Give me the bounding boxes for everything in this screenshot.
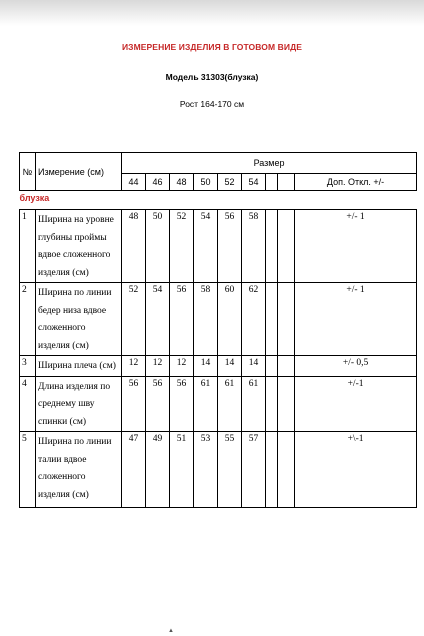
size-48: 48 <box>170 174 194 191</box>
row-tolerance: +/- 1 <box>295 210 417 283</box>
row-value: 56 <box>218 210 242 283</box>
row-tolerance: +/- 0,5 <box>295 356 417 377</box>
size-46: 46 <box>146 174 170 191</box>
row-label: Ширина плеча (см) <box>36 356 122 377</box>
row-number: 5 <box>20 432 36 508</box>
row-value: 57 <box>242 432 266 508</box>
row-value: 56 <box>170 376 194 432</box>
row-empty <box>266 210 278 283</box>
size-50: 50 <box>194 174 218 191</box>
table-row <box>20 356 417 377</box>
header-tolerance: Доп. Откл. +/- <box>295 174 417 191</box>
row-value: 60 <box>218 283 242 356</box>
row-number: 2 <box>20 283 36 356</box>
row-label: Ширина по линии талии вдвое сложенного изделия (см) <box>36 432 122 508</box>
row-value: 61 <box>194 376 218 432</box>
table-row <box>20 210 417 283</box>
row-tolerance: +/- 1 <box>295 283 417 356</box>
row-value: 52 <box>170 210 194 283</box>
row-tolerance: +/-1 <box>295 376 417 432</box>
row-value: 51 <box>170 432 194 508</box>
row-value: 62 <box>242 283 266 356</box>
row-value: 53 <box>194 432 218 508</box>
row-value: 54 <box>194 210 218 283</box>
row-value: 61 <box>242 376 266 432</box>
size-52: 52 <box>218 174 242 191</box>
row-empty <box>266 356 278 377</box>
size-54: 54 <box>242 174 266 191</box>
row-value: 49 <box>146 432 170 508</box>
row-value: 14 <box>218 356 242 377</box>
row-label: Ширина по линии бедер низа вдвое сложенного изделия (см) <box>36 283 122 356</box>
row-empty <box>278 432 295 508</box>
row-number: 3 <box>20 356 36 377</box>
header-measurement: Измерение (см) <box>36 153 122 191</box>
row-value: 12 <box>146 356 170 377</box>
category-label: блузка <box>19 193 50 203</box>
row-value: 54 <box>146 283 170 356</box>
row-label: Длина изделия по среднему шву спинки (см) <box>36 376 122 432</box>
row-empty <box>278 376 295 432</box>
row-value: 50 <box>146 210 170 283</box>
height-range: Рост 164-170 см <box>179 99 245 109</box>
header-size: Размер <box>122 153 417 174</box>
size-empty-2 <box>278 174 295 191</box>
row-empty <box>266 376 278 432</box>
row-value: 14 <box>194 356 218 377</box>
row-empty <box>278 356 295 377</box>
row-value: 12 <box>122 356 146 377</box>
table-row <box>20 283 417 356</box>
row-value: 58 <box>194 283 218 356</box>
page-bottom-mark: ▲ <box>168 628 174 634</box>
row-value: 14 <box>242 356 266 377</box>
row-value: 47 <box>122 432 146 508</box>
row-value: 61 <box>218 376 242 432</box>
row-value: 55 <box>218 432 242 508</box>
row-value: 56 <box>146 376 170 432</box>
row-number: 4 <box>20 376 36 432</box>
top-gradient-bar <box>0 0 424 26</box>
row-value: 12 <box>170 356 194 377</box>
measurement-table <box>19 152 417 508</box>
table-row <box>20 432 417 508</box>
document-title: ИЗМЕРЕНИЕ ИЗДЕЛИЯ В ГОТОВОМ ВИДЕ <box>121 42 303 52</box>
row-label: Ширина на уровне глубины проймы вдвое сложенного изделия (см) <box>36 210 122 283</box>
row-value: 58 <box>242 210 266 283</box>
row-empty <box>266 283 278 356</box>
row-number: 1 <box>20 210 36 283</box>
row-value: 48 <box>122 210 146 283</box>
model-name: Модель 31303(блузка) <box>165 72 259 82</box>
row-value: 52 <box>122 283 146 356</box>
row-tolerance: +\-1 <box>295 432 417 508</box>
row-value: 56 <box>122 376 146 432</box>
row-empty <box>266 432 278 508</box>
header-number: № <box>20 153 36 191</box>
size-empty-1 <box>266 174 278 191</box>
size-44: 44 <box>122 174 146 191</box>
table-row <box>20 376 417 432</box>
row-empty <box>278 210 295 283</box>
row-empty <box>278 283 295 356</box>
row-value: 56 <box>170 283 194 356</box>
